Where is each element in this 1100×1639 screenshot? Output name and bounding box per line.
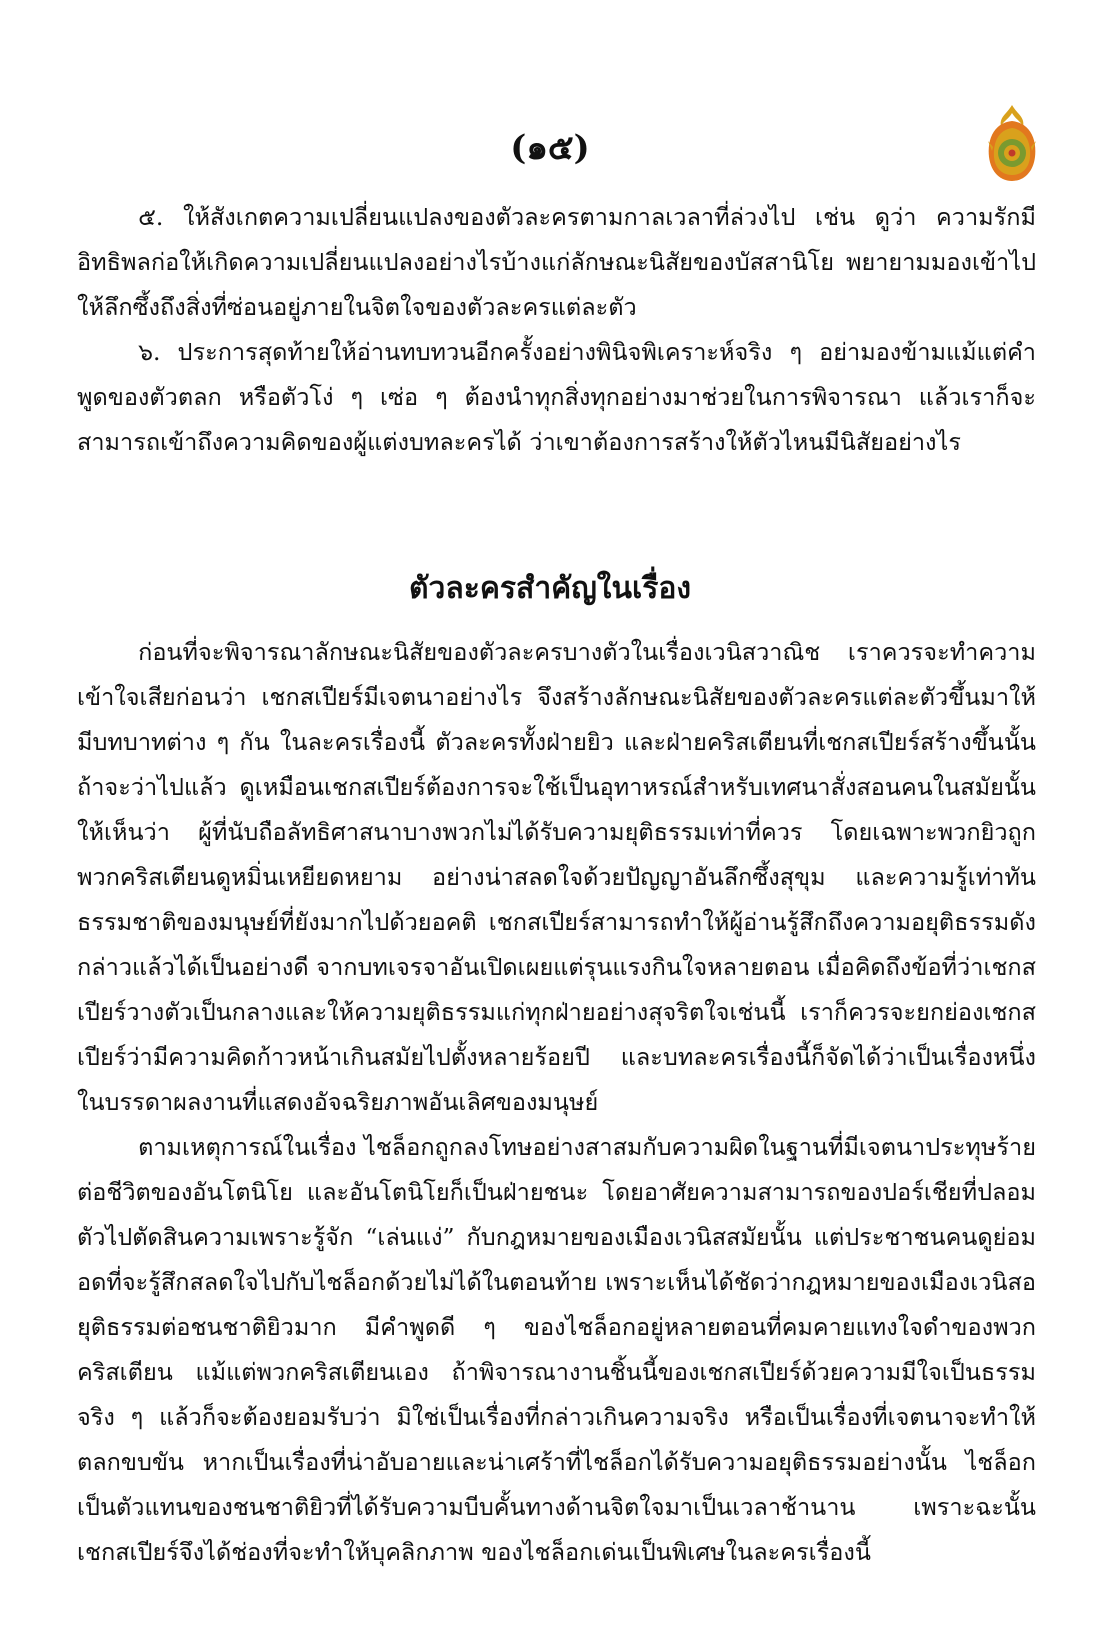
intro-list (77, 195, 1036, 465)
list-item-5: ๕. ให้สังเกตความเปลี่ยนแปลงของตัวละครตามกาลเวลาที่ล่วงไป เช่น ดูว่า ความรักมีอิทธิพลก่อให้เกิดความเปลี่ยนแปลงอย่างไรบ้างแก่ลักษณะนิสัยของบัสสานิโย พยายามมองเข้าไปให้ลึกซึ้งถึงสิ่งที่ซ่อนอยู่ภายในจิตใจของตัวละครแต่ละตัว (77, 203, 1036, 321)
section-paragraph-1: ก่อนที่จะพิจารณาลักษณะนิสัยของตัวละครบางตัวในเรื่องเวนิสวาณิช เราควรจะทำความเข้าใจเสียก่อนว่า เชกสเปียร์มีเจตนาอย่างไร จึงสร้างลักษณะนิสัยของตัวละครแต่ละตัวขึ้นมาให้มีบทบาทต่าง ๆ กัน ในละครเรื่องนี้ ตัวละครทั้งฝ่ายยิว และฝ่ายคริสเตียนที่เชกสเปียร์สร้างขึ้นนั้น ถ้าจะว่าไปแล้ว ดูเหมือนเชกสเปียร์ต้องการจะใช้เป็นอุทาหรณ์สำหรับเทศนาสั่งสอนคนในสมัยนั้นให้เห็นว่า ผู้ที่นับถือลัทธิศาสนาบางพวกไม่ได้รับความยุติธรรมเท่าที่ควร โดยเฉพาะพวกยิวถูกพวกคริสเตียนดูหมิ่นเหยียดหยาม อย่างน่าสลดใจด้วยปัญญาอันลึกซึ้งสุขุม และความรู้เท่าทันธรรมชาติของมนุษย์ที่ยังมากไปด้วยอคติ เชกสเปียร์สามารถทำให้ผู้อ่านรู้สึกถึงความอยุติธรรมดังกล่าวแล้วได้เป็นอย่างดี จากบทเจรจาอันเปิดเผยแต่รุนแรงกินใจหลายตอน เมื่อคิดถึงข้อที่ว่าเชกสเปียร์วางตัวเป็นกลางและให้ความยุติธรรมแก่ทุกฝ่ายอย่างสุจริตใจเช่นนี้ เราก็ควรจะยกย่องเชกสเปียร์ว่ามีความคิดก้าวหน้าเกินสมัยไปตั้งหลายร้อยปี และบทละครเรื่องนี้ก็จัดได้ว่าเป็นเรื่องหนึ่งในบรรดาผลงานที่แสดงอัจฉริยภาพอันเลิศของมนุษย์ (77, 638, 1036, 1116)
section-heading: ตัวละครสำคัญในเรื่อง (409, 571, 691, 606)
section-paragraph-2: ตามเหตุการณ์ในเรื่อง ไชล็อกถูกลงโทษอย่างสาสมกับความผิดในฐานที่มีเจตนาประทุษร้ายต่อชีวิตของอันโตนิโย และอันโตนิโยก็เป็นฝ่ายชนะ โดยอาศัยความสามารถของปอร์เชียที่ปลอมตัวไปตัดสินความเพราะรู้จัก “เล่นแง่” กับกฎหมายของเมืองเวนิสสมัยนั้น แต่ประชาชนคนดูย่อมอดที่จะรู้สึกสลดใจไปกับไชล็อกด้วยไม่ได้ในตอนท้าย เพราะเห็นได้ชัดว่ากฎหมายของเมืองเวนิสอยุติธรรมต่อชนชาติยิวมาก มีคำพูดดี ๆ ของไชล็อกอยู่หลายตอนที่คมคายแทงใจดำของพวกคริสเตียน แม้แต่พวกคริสเตียนเอง ถ้าพิจารณางานชิ้นนี้ของเชกสเปียร์ด้วยความมีใจเป็นธรรมจริง ๆ แล้วก็จะต้องยอมรับว่า มิใช่เป็นเรื่องที่กล่าวเกินความจริง หรือเป็นเรื่องที่เจตนาจะทำให้ตลกขบขัน หากเป็นเรื่องที่น่าอับอายและน่าเศร้าที่ไชล็อกได้รับความอยุติธรรมอย่างนั้น ไชล็อกเป็นตัวแทนของชนชาติยิวที่ได้รับความบีบคั้นทางด้านจิตใจมาเป็นเวลาช้านาน เพราะฉะนั้นเชกสเปียร์จึงได้ช่องที่จะทำให้บุคลิกภาพ ของไชล็อกเด่นเป็นพิเศษในละครเรื่องนี้ (77, 1133, 1036, 1566)
emblem-dot (1009, 150, 1016, 157)
list-item-6: ๖. ประการสุดท้ายให้อ่านทบทวนอีกครั้งอย่างพินิจพิเคราะห์จริง ๆ อย่ามองข้ามแม้แต่คำพูดของตัวตลก หรือตัวโง่ ๆ เซ่อ ๆ ต้องนำทุกสิ่งทุกอย่างมาช่วยในการพิจารณา แล้วเราก็จะสามารถเข้าถึงความคิดของผู้แต่งบทละครได้ ว่าเขาต้องการสร้างให้ตัวไหนมีนิสัยอย่างไร (77, 338, 1036, 456)
section-body (77, 630, 1036, 1575)
ministry-of-education-emblem-icon (985, 103, 1039, 183)
page-number: (๑๕) (510, 128, 590, 168)
